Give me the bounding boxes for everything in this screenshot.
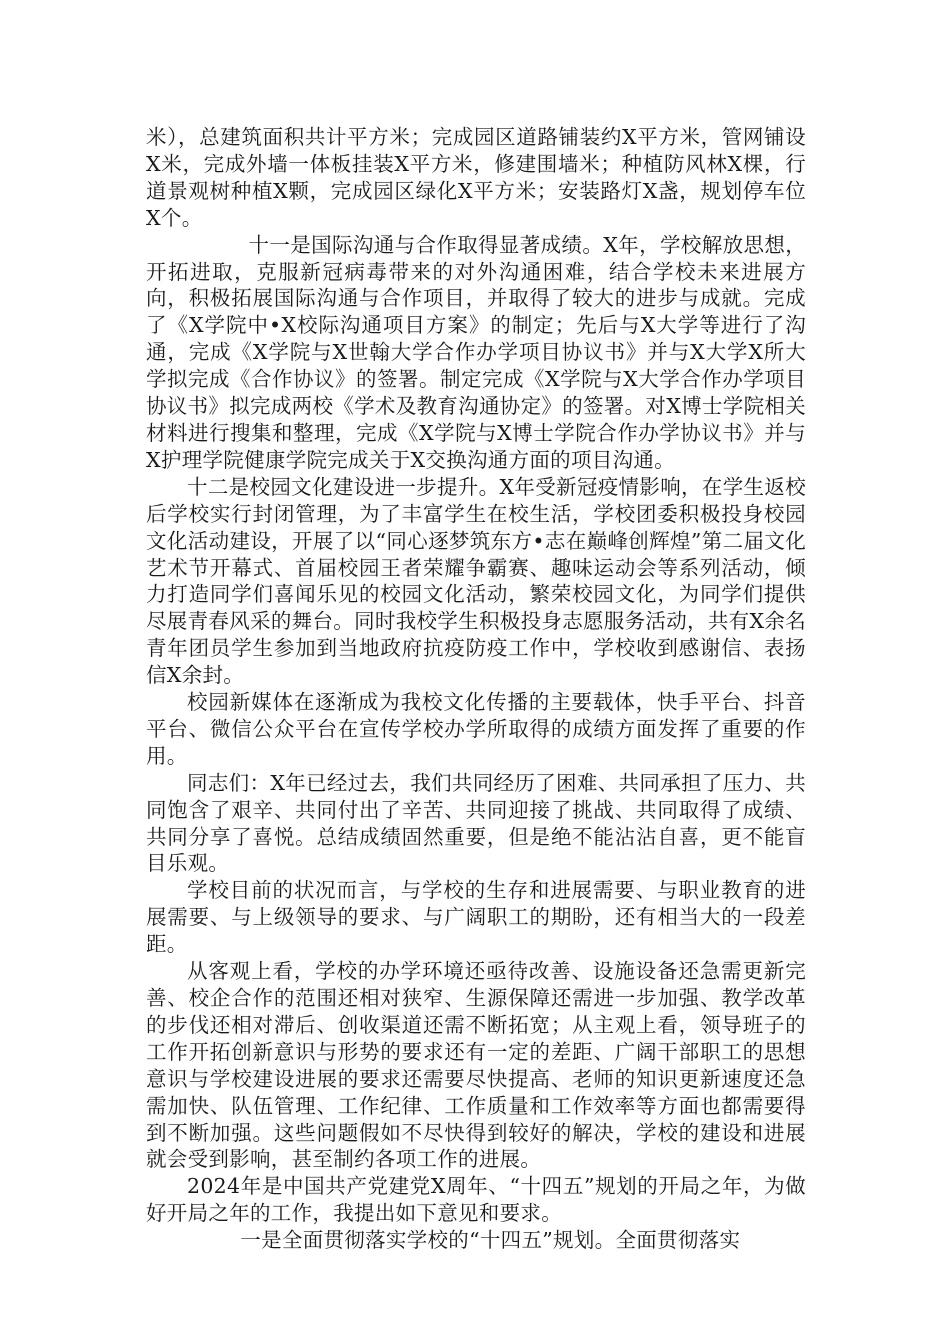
paragraph-campus-culture: 十二是校园文化建设进一步提升。X年受新冠疫情影响，在学生返校后学校实行封闭管理，为了丰富学生在校生活，学校团委积极投身校园文化活动建设，开展了以“同心逐梦筑东方•志在巅峰创辉煌”第二届文化艺术节开幕式、首届校园王者荣耀争霸赛、趣味运动会等系列活动，倾力打造同学们喜闻乐见的校园文化活动，繁荣校园文化，为同学们提供尽展青春风采的舞台。同时我校学生积极投身志愿服务活动，共有X余名青年团员学生参加到当地政府抗疫防疫工作中，学校收到感谢信、表扬信X余封。 bbox=[146, 474, 806, 688]
paragraph-2024-plan: 2024年是中国共产党建党X周年、“十四五”规划的开局之年，为做好开局之年的工作，我提出如下意见和要求。 bbox=[146, 1174, 806, 1226]
paragraph-first-requirement: 一是全面贯彻落实学校的“十四五”规划。全面贯彻落实 bbox=[240, 1228, 741, 1253]
paragraph-campus-construction: 米），总建筑面积共计平方米；完成园区道路铺装约X平方米，管网铺设X米，完成外墙一体板挂装X平方米，修建围墙米；种植防风林X棵，行道景观树种植X颗，完成园区绿化X平方米；安装路灯X盏，规划停车位X个。 bbox=[146, 125, 806, 230]
paragraph-current-situation: 学校目前的状况而言，与学校的生存和进展需要、与职业教育的进展需要、与上级领导的要求、与广阔职工的期盼，还有相当大的一段差距。 bbox=[146, 878, 806, 957]
paragraph-comrades: 同志们：X年已经过去，我们共同经历了困难、共同承担了压力、共同饱含了艰辛、共同付出了辛苦、共同迎接了挑战、共同取得了成绩、共同分享了喜悦。总结成绩固然重要，但是绝不能沾沾自喜，更不能盲目乐观。 bbox=[146, 770, 806, 876]
document-body bbox=[146, 124, 806, 1254]
paragraph-new-media: 校园新媒体在逐渐成为我校文化传播的主要载体，快手平台、抖音平台、微信公众平台在宣传学校办学所取得的成绩方面发挥了重要的作用。 bbox=[146, 690, 806, 768]
paragraph-objective-subjective: 从客观上看，学校的办学环境还亟待改善、设施设备还急需更新完善、校企合作的范围还相对狭窄、生源保障还需进一步加强、教学改革的步伐还相对滞后、创收渠道还需不断拓宽；从主观上看，领导班子的工作开拓创新意识与形势的要求还有一定的差距、广阔干部职工的思想意识与学校建设进展的要求还需要尽快提高、老师的知识更新速度还急需加快、队伍管理、工作纪律、工作质量和工作效率等方面也都需要得到不断加强。这些问题假如不尽快得到较好的解决，学校的建设和进展就会受到影响，甚至制约各项工作的进展。 bbox=[146, 959, 806, 1172]
paragraph-international-cooperation: 十一是国际沟通与合作取得显著成绩。X年，学校解放思想，开拓进取，克服新冠病毒带来的对外沟通困难，结合学校未来进展方向，积极拓展国际沟通与合作项目，并取得了较大的进步与成就。完成了《X学院中•X校际沟通项目方案》的制定；先后与X大学等进行了沟通，完成《X学院与X世翰大学合作办学项目协议书》并与X大学X所大学拟完成《合作协议》的签署。制定完成《X学院与X大学合作办学项目协议书》拟完成两校《学术及教育沟通协定》的签署。对X博士学院相关材料进行搜集和整理，完成《X学院与X博士学院合作办学协议书》并与X护理学院健康学院完成关于X交换沟通方面的项目沟通。 bbox=[146, 232, 806, 472]
